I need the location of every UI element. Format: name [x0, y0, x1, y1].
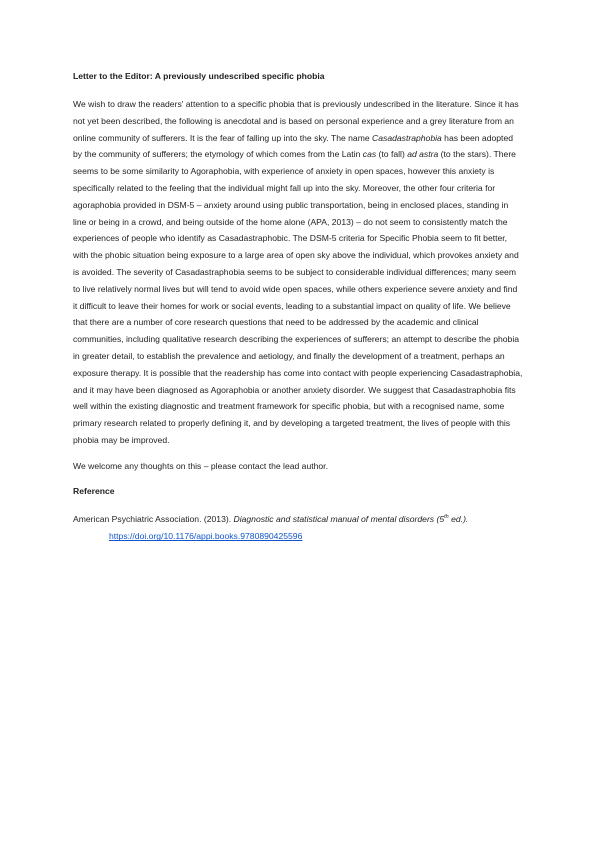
reference-title-text: Diagnostic and statistical manual of mental disorders (5 — [233, 514, 445, 525]
reference-entry — [73, 511, 523, 545]
reference-heading: Reference — [73, 485, 115, 496]
body-text-1: We wish to draw the readers' attention to a specific phobia that is previously undescribed in the literature. Since it has not yet been described, the following is anecdotal and is based on personal experience and a grey literature from an online community of sufferers. It is the fear of falling up into the sky. The name — [73, 99, 519, 143]
reference-edition-sup: th — [444, 514, 449, 521]
reference-edition: ed.). — [448, 514, 469, 525]
body-text-2: has been adopted by the community of sufferers; the etymology of which comes from the Latin — [73, 132, 513, 160]
body-text-3: (to fall) — [376, 149, 408, 160]
term-cas: cas — [362, 149, 377, 160]
reference-author-year: American Psychiatric Association. (2013). — [73, 514, 234, 525]
reference-book-title — [233, 514, 468, 524]
term-ad-astra: ad astra — [407, 149, 439, 160]
term-casadastraphobia: Casadastraphobia — [372, 132, 442, 143]
letter-content — [73, 68, 523, 545]
closing-sentence: We welcome any thoughts on this – please contact the lead author. — [73, 460, 328, 471]
body-text-4: (to the stars). There seems to be some similarity to Agoraphobia, with experience of anxiety in open spaces, however this anxiety is specifically related to the feeling that the individual might fall up into the sky. Moreover, the other four criteria for agoraphobia provided in DSM-5 – anxiety around using public transportation, being in enclosed places, standing in line or being in a crowd, and being outside of the home alone (APA, 2013) – do not seem to consistently match the experiences of people who identify as Casadastraphobic. The DSM-5 criteria for Specific Phobia seem to fit better, with the phobic situation being exposure to a large area of open sky above the individual, which provokes anxiety and is avoided. The severity of Casadastraphobia seems to be subject to considerable individual differences; many seem to live relatively normal lives but will tend to avoid wide open spaces, while others experience severe anxiety and find it difficult to leave their homes for work or social events, leading to a substantial impact on quality of life. We believe that there are a number of core research questions that need to be addressed by the academic and clinical communities, including qualitative research describing the experiences of sufferers; an attempt to describe the phobia in greater detail, to establish the prevalence and aetiology, and finally the development of a treatment, perhaps an exposure therapy. It is possible that the readership has come into contact with people experiencing Casadastraphobia, and it may have been diagnosed as Agoraphobia or another anxiety disorder. We suggest that Casadastraphobia fits well within the existing diagnostic and treatment framework for specific phobia, but with a recognised name, some primary research related to properly defining it, and by developing a targeted treatment, the lives of people with this phobia may be improved. — [73, 149, 523, 445]
letter-body — [73, 96, 523, 449]
letter-title: Letter to the Editor: A previously undescribed specific phobia — [73, 71, 325, 81]
reference-doi-link[interactable]: https://doi.org/10.1176/appi.books.9780890425596 — [109, 531, 303, 542]
